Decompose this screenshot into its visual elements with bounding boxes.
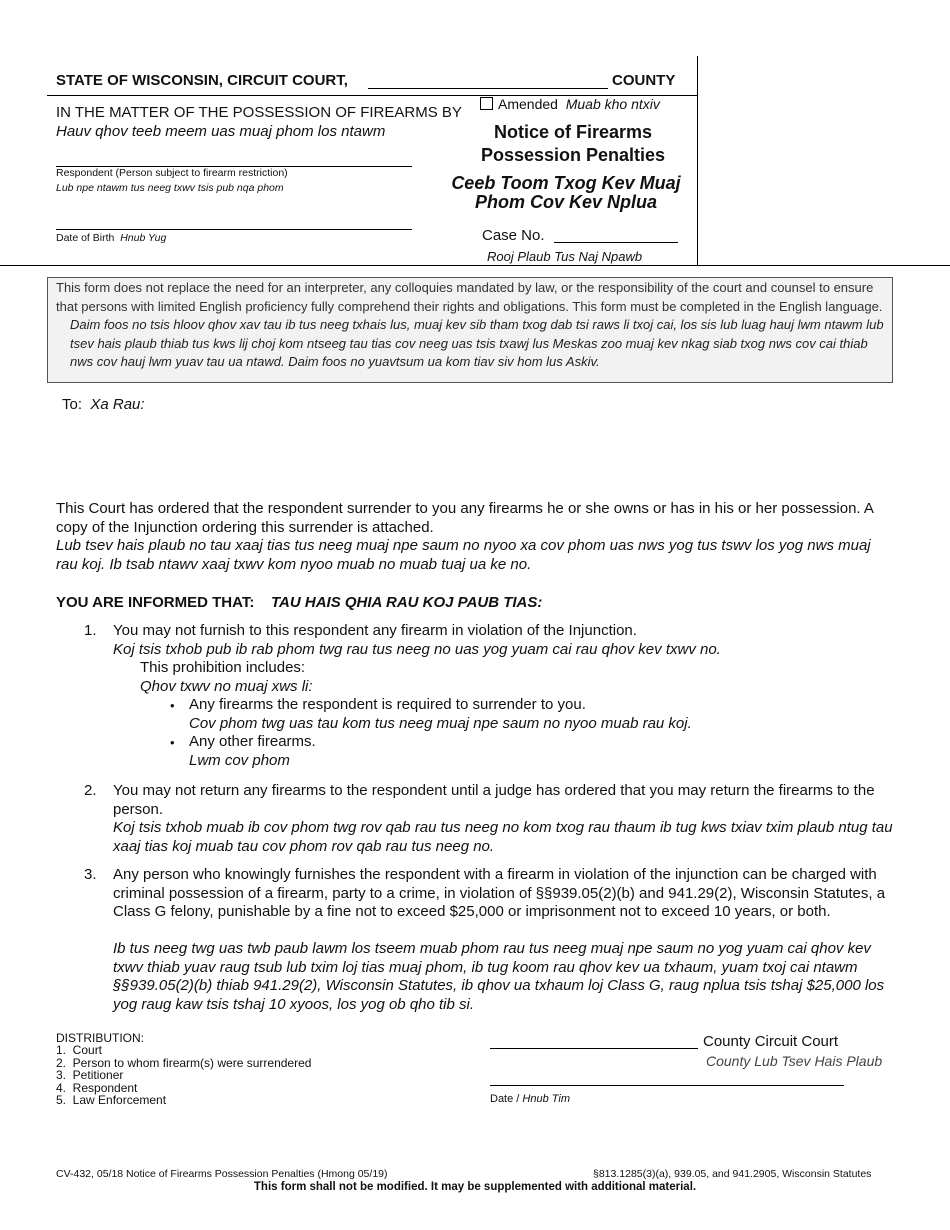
to-label-hm: Xa Rau: (90, 396, 145, 413)
footer-statutes: §813.1285(3)(a), 939.05, and 941.2905, Wisconsin Statutes (593, 1168, 872, 1180)
item-1-sub-hm: Qhov txwv no muaj xws li: (140, 678, 313, 695)
item-3-hm: Ib tus neeg twg uas twb paub lawm los tseem muab phom rau tus neeg muaj npe saum no yog yuam cai qhov kev txwv thiab yuav raug tsub lub txim loj tias muaj phom, ib tug koom rau qhov kev ua txhaum, yuam txoj cai ntawm §§939.05(2)(b) thiab 941.29(2), Wisconsin Statutes, ib qhov ua txhaum loj Class G, raug nplua tsis tshaj $25,000 los yog raug kaw tsis tshaj 10 xyoos, los yog ob qho tib si. (113, 940, 885, 1013)
dob-label-hm: Hnub Yug (120, 232, 167, 244)
item-1-num: 1. (84, 622, 97, 639)
header-bottom-rule (0, 265, 950, 266)
interpreter-notice (47, 277, 893, 383)
date-label-en: Date / (490, 1093, 520, 1105)
item-2-hm: Koj tsis txhob muab ib cov phom twg rov qab rau tus neeg no kom txog rau thaum ib tug kws txiav txim plaub ntug tau xaaj tias koj muab tau cov phom rov qab rau tus neeg no. (113, 819, 893, 855)
distribution-item: 3. Petitioner (56, 1068, 124, 1083)
item-3-en: Any person who knowingly furnishes the respondent with a firearm in violation of the injunction can be charged with criminal possession of a firearm, party to a crime, in violation of §§939.05(2)(b) and 941.29(2), Wisconsin Statutes, a Class G felony, punishable by a fine not to exceed $25,000 or imprisonment not to exceed 10 years, or both. (113, 866, 886, 921)
title-hm-2: Phom Cov Kev Nplua (474, 192, 658, 212)
case-no-label: Case No. (482, 227, 545, 244)
item-1-hm: Koj tsis txhob pub ib rab phom twg rau tus neeg no uas yog yuam cai rau qhov kev txwv no. (113, 641, 721, 658)
county-blank-line[interactable] (368, 88, 608, 89)
county-court-hm: County Lub Tsev Hais Plaub (706, 1053, 883, 1069)
case-no-line[interactable] (554, 242, 678, 243)
item-3-num: 3. (84, 866, 97, 883)
court-heading: STATE OF WISCONSIN, CIRCUIT COURT, (56, 72, 348, 89)
dob-line[interactable] (56, 229, 412, 230)
county-court-en: County Circuit Court (703, 1033, 839, 1050)
title-en-1: Notice of Firearms (493, 122, 653, 142)
informed-en: YOU ARE INFORMED THAT: (56, 594, 255, 611)
county-signature-line[interactable] (490, 1048, 698, 1049)
dob-label (56, 232, 166, 244)
footer-note: This form shall not be modified. It may be supplemented with additional material. (253, 1181, 697, 1193)
notice-hm: Daim foos no tsis hloov qhov xav tau ib tus neeg txhais lus, muaj kev sib tham txog dab tsi raws li txoj cai, los sis lub luag hauj lwm ntawm lub tsev hais plaub thiab tus kws lij choj kom ntseeg tau tias cov neeg uas tsis txawj lus Meskas zoo muaj kev nkag siab txog nws cov cai thiab nws cov hauj lwm yuav tau ua ntawd. Daim foos no yuavtsum ua kom tiav siv hom lus Askiv. (70, 317, 884, 369)
item-2-num: 2. (84, 782, 97, 799)
bullet-2-en: Any other firearms. (189, 733, 316, 750)
to-line (62, 396, 145, 413)
informed-hm: TAU HAIS QHIA RAU KOJ PAUB TIAS: (271, 594, 543, 611)
matter-hm: Hauv qhov teeb meem uas muaj phom los ntawm (56, 123, 386, 140)
bullet-1-en: Any firearms the respondent is required to surrender to you. (189, 696, 586, 713)
to-label-en: To: (62, 396, 83, 413)
distribution-item: 4. Respondent (56, 1080, 138, 1095)
footer-form-id: CV-432, 05/18 Notice of Firearms Possession Penalties (Hmong 05/19) (56, 1168, 388, 1180)
date-label (490, 1093, 570, 1105)
amended-label-en: Amended (498, 96, 558, 112)
order-en: This Court has ordered that the respondent surrender to you any firearms he or she owns or has in his or her possession. A copy of the Injunction ordering this surrender is attached. (56, 500, 874, 536)
order-hm: Lub tsev hais plaub no tau xaaj tias tus neeg muaj npe saum no nyoo xa cov phom uas nws yog tus tswv los yog nws muaj rau koj. Ib tsab ntawv xaaj txwv kom nyoo muab no muab tuaj ua ke no. (56, 537, 871, 573)
date-label-hm: Hnub Tim (522, 1093, 571, 1105)
title-hm-1: Ceeb Toom Txog Kev Muaj (451, 173, 681, 193)
distribution-title: DISTRIBUTION: (56, 1031, 145, 1045)
amended-label-hm: Muab kho ntxiv (565, 96, 660, 112)
date-signature-line[interactable] (490, 1085, 844, 1086)
informed-heading (56, 594, 542, 611)
matter-en: IN THE MATTER OF THE POSSESSION OF FIREARMS BY (56, 104, 462, 121)
distribution-item: 2. Person to whom firearm(s) were surrendered (56, 1055, 312, 1070)
distribution-item: 5. Law Enforcement (56, 1093, 167, 1108)
distribution-item: 1. Court (56, 1043, 103, 1057)
bullet-1-hm: Cov phom twg uas tau kom tus neeg muaj npe saum no nyoo muab rau koj. (189, 715, 692, 732)
distribution-list (56, 1044, 311, 1107)
notice-en: This form does not replace the need for an interpreter, any colloquies mandated by law, or the responsibility of the court and counsel to ensure that persons with limited English proficiency fully comprehend their rights and obligations. This form must be completed in the English language. (56, 280, 883, 314)
item-1-en: You may not furnish to this respondent any firearm in violation of the Injunction. (113, 622, 637, 639)
bullet-2-hm: Lwm cov phom (189, 752, 290, 769)
amended-label (498, 96, 660, 112)
respondent-label-hm: Lub npe ntawm tus neeg txwv tsis pub nqa phom (56, 182, 284, 194)
bullet-2-marker: • (170, 735, 175, 750)
bullet-1-marker: • (170, 698, 175, 713)
amended-checkbox[interactable] (480, 97, 493, 110)
case-no-hm: Rooj Plaub Tus Naj Npawb (487, 249, 643, 264)
respondent-label-en: Respondent (Person subject to firearm restriction) (56, 167, 288, 179)
item-1-sub-en: This prohibition includes: (140, 659, 306, 676)
county-label: COUNTY (612, 72, 676, 89)
dob-label-en: Date of Birth (56, 232, 115, 244)
item-2-en: You may not return any firearms to the respondent until a judge has ordered that you may return the firearms to the person. (113, 782, 875, 818)
title-en-2: Possession Penalties (480, 145, 666, 165)
